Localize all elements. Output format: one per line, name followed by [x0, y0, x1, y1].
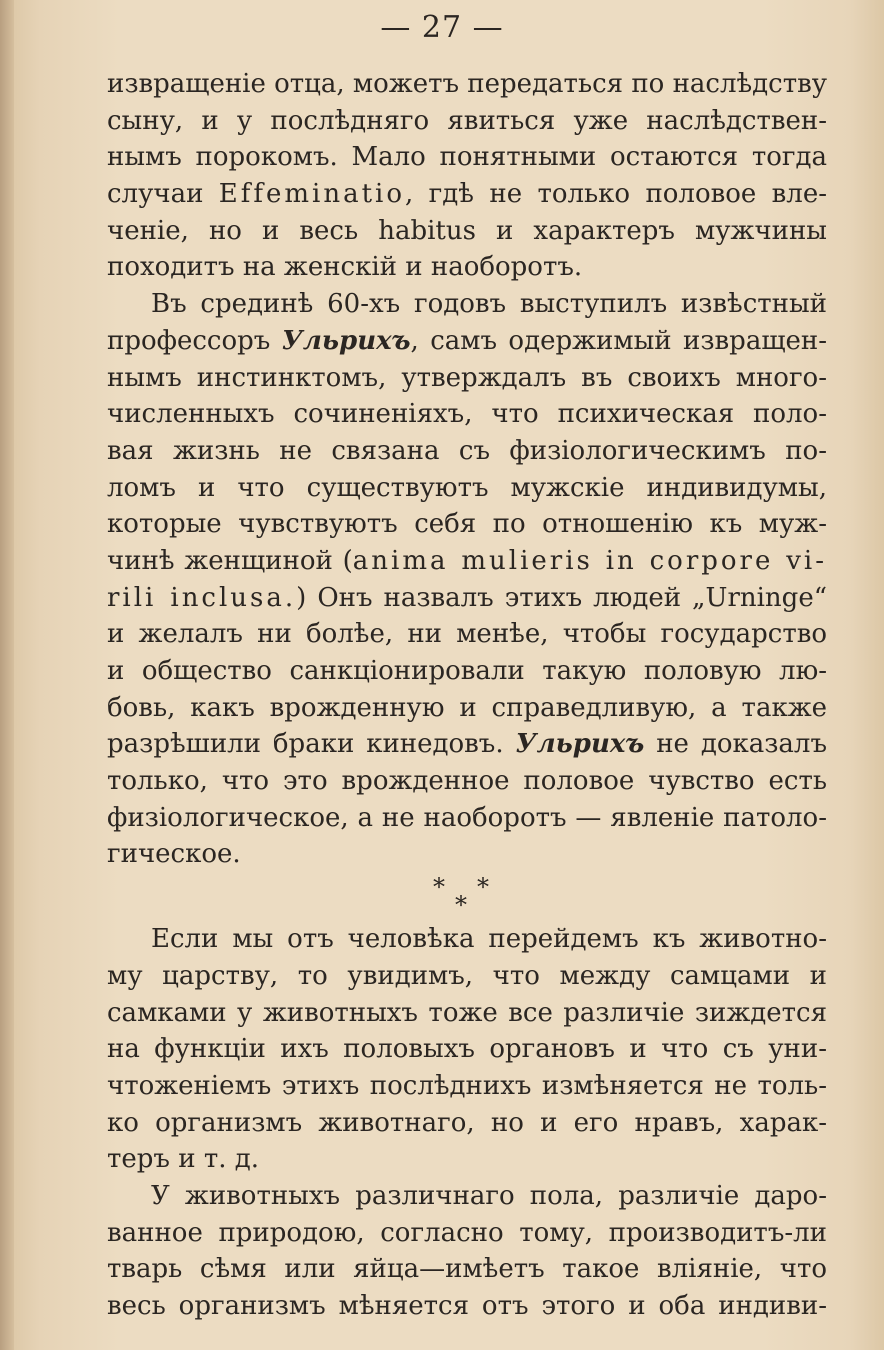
separator-star: * [433, 873, 445, 902]
text-line: вая жизнь не связана съ физіологическимъ по- [107, 435, 827, 466]
latin-term: anima mulieris in corpore vi- [352, 545, 827, 576]
text-line: гическое. [107, 839, 241, 870]
text-line: Если мы отъ человѣка перейдемъ къ животно- [151, 924, 827, 955]
text-line: которые чувствуютъ себя по отношенію къ муж- [107, 509, 827, 540]
author-name: Ульрихъ [515, 729, 645, 760]
text-line: У животныхъ различнаго пола, различіе даро- [151, 1180, 827, 1211]
text-line [107, 726, 827, 763]
text-line [107, 323, 827, 360]
text-fragment: ) Онъ назвалъ этихъ людей „Urninge“ [296, 582, 827, 613]
page-text [107, 66, 827, 1325]
page-number: — 27 — [380, 10, 504, 45]
text-line: только, что это врожденное половое чувство есть [107, 766, 827, 797]
text-line: походитъ на женскій и наоборотъ. [107, 252, 583, 283]
text-line: ко организмъ животнаго, но и его нравъ, харак- [107, 1107, 827, 1138]
latin-term: Effeminatio [218, 179, 406, 210]
text-line: ломъ и что существуютъ мужскіе индивидумы, [107, 472, 827, 503]
text-line: чтоженіемъ этихъ послѣднихъ измѣняется не толь- [107, 1070, 827, 1101]
text-line: на функціи ихъ половыхъ органовъ и что съ уни- [107, 1034, 827, 1065]
separator-star: * [477, 873, 489, 902]
text-line: сыну, и у послѣдняго явиться уже наслѣдствен- [107, 105, 827, 136]
text-line: извращеніе отца, можетъ передаться по наслѣдству [107, 69, 827, 99]
text-line: нымъ порокомъ. Мало понятными остаются тогда [107, 142, 827, 173]
paragraph-3 [107, 921, 827, 1178]
text-fragment: не доказалъ [644, 729, 827, 760]
text-line: весь организмъ мѣняется отъ этого и оба индиви- [107, 1291, 827, 1321]
text-line: нымъ инстинктомъ, утверждалъ въ своихъ много- [107, 362, 827, 393]
page-binding-edge [0, 0, 14, 1350]
text-fragment: профессоръ [107, 325, 282, 356]
section-separator [107, 873, 827, 921]
text-line: му царству, то увидимъ, что между самцами и [107, 960, 827, 991]
text-line: ванное природою, согласно тому, производитъ-ли [107, 1217, 827, 1248]
separator-star: * [455, 891, 467, 920]
text-line: теръ и т. д. [107, 1144, 260, 1175]
text-line [107, 580, 827, 617]
text-line: тварь сѣмя или яйца—имѣетъ такое вліяніе, что [107, 1254, 827, 1285]
text-line: и общество санкціонировали такую половую лю- [107, 656, 827, 686]
author-name: Ульрихъ [281, 325, 411, 356]
text-fragment: , гдѣ не только половое вле- [405, 179, 827, 210]
text-line [107, 176, 827, 213]
text-line [107, 543, 827, 580]
text-line: бовь, какъ врожденную и справедливую, а также [107, 692, 827, 723]
text-fragment: чинѣ женщиной ( [107, 545, 353, 576]
text-line: самками у животныхъ тоже все различіе зиждется [107, 997, 827, 1028]
text-line: Въ срединѣ 60-хъ годовъ выступилъ извѣстный [151, 289, 827, 320]
text-line: численныхъ сочиненіяхъ, что психическая поло- [107, 399, 827, 430]
paragraph-1 [107, 66, 827, 286]
text-fragment: разрѣшили браки кинедовъ. [107, 729, 516, 760]
latin-term: rili inclusa. [107, 582, 297, 613]
text-fragment: случаи [107, 179, 219, 210]
paragraph-2 [107, 286, 827, 873]
text-line: ченіе, но и весь habitus и характеръ мужчины [107, 215, 827, 246]
text-line: и желалъ ни болѣе, ни менѣе, чтобы государство [107, 619, 827, 650]
text-line: физіологическое, а не наоборотъ — явленіе патоло- [107, 802, 827, 833]
text-fragment: , самъ одержимый извращен- [410, 325, 827, 356]
paragraph-4 [107, 1178, 827, 1325]
